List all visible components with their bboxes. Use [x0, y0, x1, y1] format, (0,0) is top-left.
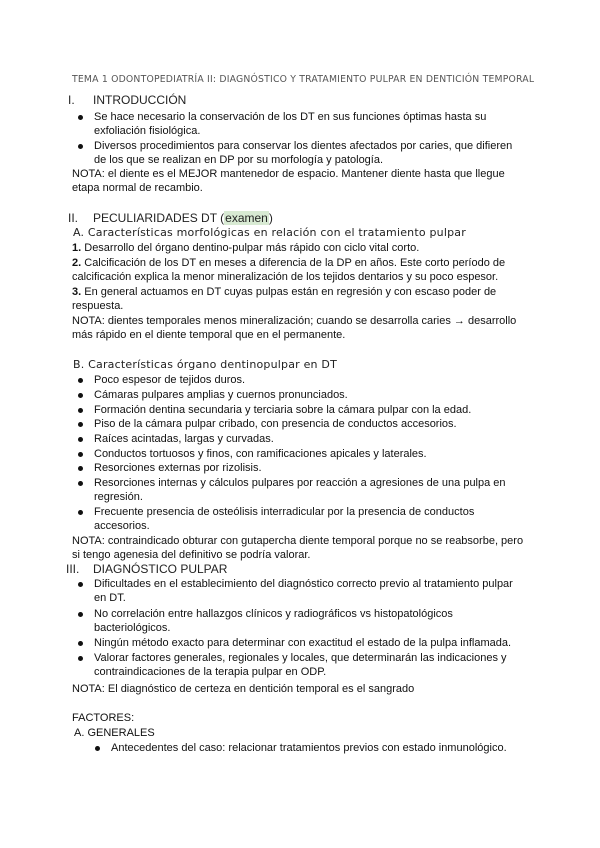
item-text: Desarrollo del órgano dentino-pulpar más rápido con ciclo vital corto.	[81, 242, 420, 254]
document-title: TEMA 1 ODONTOPEDIATRÍA II: DIAGNÓSTICO Y TRATAMIENTO PULPAR EN DENTICIÓN TEMPORAL	[72, 74, 535, 85]
factores-label: FACTORES:	[72, 712, 135, 724]
list-item-text: No correlación entre hallazgos clínicos y radiográficos vs histopatológicos	[94, 608, 453, 620]
list-item-text: Diversos procedimientos para conservar los dientes afectados por caries, que difieren	[94, 140, 513, 152]
bullet-icon	[78, 378, 83, 383]
numbered-item	[72, 241, 419, 255]
list-item-text: Antecedentes del caso: relacionar tratamientos previos con estado inmunológico.	[111, 742, 507, 754]
list-item-text: Ningún método exacto para determinar con exactitud el estado de la pulpa inflamada.	[94, 637, 512, 649]
item-text: Calcificación de los DT en meses a diferencia de la DP en años. Este corto período de	[81, 257, 506, 269]
list-item-text: regresión.	[94, 491, 143, 503]
numbered-item	[72, 285, 496, 299]
list-item-text: bacteriológicos.	[94, 622, 171, 634]
list-item-text: de los que se realizan en DP por su morfología y patología.	[94, 154, 384, 166]
bullet-icon	[78, 641, 83, 646]
bullet-icon	[78, 408, 83, 413]
note: NOTA: dientes temporales menos mineralización; cuando se desarrolla caries → desarrollo	[72, 315, 517, 327]
note: etapa normal de recambio.	[72, 182, 203, 194]
bullet-icon	[78, 437, 83, 442]
list-item-text: Cámaras pulpares amplias y cuernos pronunciados.	[94, 389, 348, 401]
note: NOTA: El diagnóstico de certeza en dentición temporal es el sangrado	[72, 683, 415, 695]
list-item-text: contraindicaciones de la terapia pulpar en ODP.	[94, 666, 327, 678]
bullet-icon	[78, 481, 83, 486]
list-item-text: Formación dentina secundaria y terciaria sobre la cámara pulpar con la edad.	[94, 404, 472, 416]
list-item-text: accesorios.	[94, 520, 150, 532]
list-item-text: Se hace necesario la conservación de los DT en sus funciones óptimas hasta su	[94, 111, 487, 123]
bullet-icon	[78, 612, 83, 617]
bullet-icon	[78, 422, 83, 427]
list-item-text: Conductos tortuosos y finos, con ramificaciones apicales y laterales.	[94, 448, 427, 460]
item-text: En general actuamos en DT cuyas pulpas están en regresión y con escaso poder de	[81, 286, 497, 298]
list-item-text: Piso de la cámara pulpar cribado, con presencia de conductos accesorios.	[94, 418, 457, 430]
bullet-icon	[78, 582, 83, 587]
bullet-icon	[78, 510, 83, 515]
item-number: 1.	[72, 242, 82, 254]
list-item-text: Dificultades en el establecimiento del diagnóstico correcto previo al tratamiento pulpar	[94, 578, 513, 590]
bullet-icon	[78, 466, 83, 471]
bullet-icon	[78, 115, 83, 120]
subsection-b-heading: B. Características órgano dentinopulpar en DT	[73, 358, 337, 371]
section-2-heading-end: )	[268, 211, 273, 225]
section-1-number: I.	[68, 93, 75, 107]
list-item-text: Frecuente presencia de osteólisis interradicular por la presencia de conductos	[94, 506, 475, 518]
highlight: examen	[225, 211, 268, 225]
section-2-number: II.	[68, 211, 79, 225]
list-item-text: Valorar factores generales, regionales y locales, que determinarán las indicaciones y	[94, 652, 507, 664]
section-3-number: III.	[66, 562, 80, 576]
list-item-text: Resorciones internas y cálculos pulpares por reacción a agresiones de una pulpa en	[94, 477, 506, 489]
list-item-text: exfoliación fisiológica.	[94, 125, 201, 137]
item-text: calcificación explica la menor mineralización de los tejidos dentarios y su poco espesor.	[72, 271, 499, 283]
subsection-a-heading: A. Características morfológicas en relación con el tratamiento pulpar	[73, 226, 466, 239]
item-number: 2.	[72, 257, 82, 269]
subsection-a-heading: A. GENERALES	[74, 727, 155, 739]
note: NOTA: contraindicado obturar con gutapercha diente temporal porque no se reabsorbe, pero	[72, 535, 524, 547]
item-number: 3.	[72, 286, 82, 298]
bullet-icon	[78, 144, 83, 149]
list-item-text: Raíces acintadas, largas y curvadas.	[94, 433, 274, 445]
note: NOTA: el diente es el MEJOR mantenedor de espacio. Mantener diente hasta que llegue	[72, 168, 505, 180]
bullet-icon	[95, 746, 100, 751]
note: más rápido en el diente temporal que en el permanente.	[72, 329, 346, 341]
note: si tengo agenesia del definitivo se podría valorar.	[72, 549, 311, 561]
bullet-icon	[78, 452, 83, 457]
section-2-heading	[93, 211, 273, 225]
bullet-icon	[78, 656, 83, 661]
list-item-text: en DT.	[94, 592, 126, 604]
list-item-text: Resorciones externas por rizolisis.	[94, 462, 262, 474]
section-1-heading: INTRODUCCIÓN	[93, 93, 187, 107]
numbered-item	[72, 256, 505, 270]
list-item-text: Poco espesor de tejidos duros.	[94, 374, 246, 386]
section-2-heading-text: PECULIARIDADES DT (	[93, 211, 225, 225]
section-3-heading: DIAGNÓSTICO PULPAR	[93, 562, 228, 576]
item-text: respuesta.	[72, 300, 124, 312]
bullet-icon	[78, 393, 83, 398]
